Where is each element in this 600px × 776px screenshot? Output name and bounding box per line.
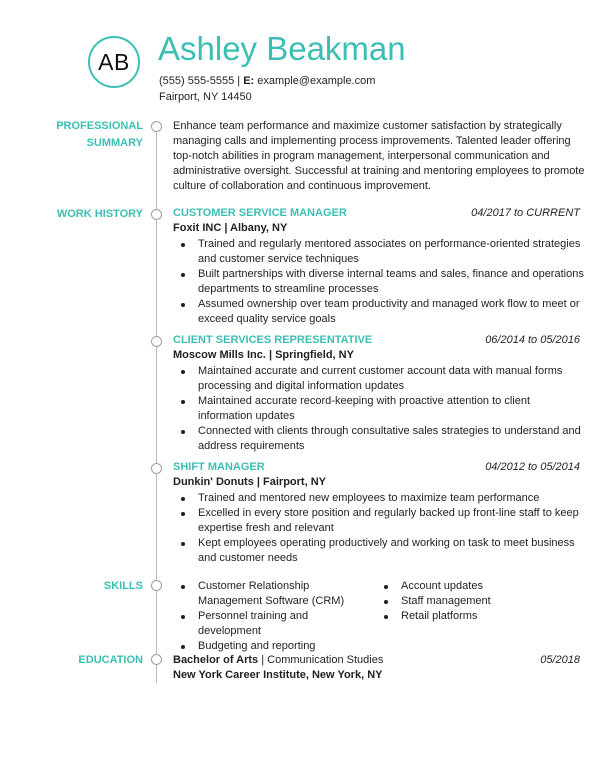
job-title: CLIENT SERVICES REPRESENTATIVE: [173, 334, 373, 346]
timeline-node: [151, 463, 162, 474]
timeline-node: [151, 121, 162, 132]
email: example@example.com: [257, 75, 376, 87]
section-label-work-history: WORK HISTORY: [56, 208, 143, 220]
timeline-node: [151, 580, 162, 591]
monogram-initials: AB: [98, 48, 130, 75]
phone: (555) 555-5555: [159, 75, 235, 87]
timeline-node: [151, 336, 162, 347]
list-item: Connected with clients through consultative sales strategies to understand and address requirements: [173, 424, 585, 454]
education-degree-line: Bachelor of Arts | Communication Studies: [173, 654, 384, 666]
monogram-badge: [88, 36, 140, 88]
list-item: Staff management: [376, 594, 576, 609]
email-label: E:: [243, 75, 255, 87]
job-dates: 04/2017 to CURRENT: [471, 207, 580, 219]
job-dates: 04/2012 to 05/2014: [485, 461, 580, 473]
timeline-node: [151, 209, 162, 220]
summary-text: Enhance team performance and maximize customer satisfaction by strategically managing calls and implementing process improvements. Talented leader offering top-notch abilities in program management, interpersonal communication and administrative oversight. Successful at training and mentoring employees to promote culture of collaboration and continuous improvement.: [173, 120, 585, 192]
list-item: Trained and regularly mentored associates on performance-oriented strategies and customer service techniques: [173, 237, 585, 267]
list-item: Retail platforms: [376, 609, 576, 624]
job-dates: 06/2014 to 05/2016: [485, 334, 580, 346]
job-company: Foxit INC | Albany, NY: [173, 222, 288, 234]
job-title: SHIFT MANAGER: [173, 461, 265, 473]
list-item: Personnel training and development: [173, 609, 363, 639]
list-item: Trained and mentored new employees to maximize team performance: [173, 491, 585, 506]
list-item: Excelled in every store position and regularly backed up front-line staff to keep expertise fresh and relevant: [173, 506, 585, 536]
list-item: Account updates: [376, 579, 576, 594]
location: Fairport, NY 14450: [159, 91, 252, 103]
timeline-node: [151, 654, 162, 665]
job-company: Moscow Mills Inc. | Springfield, NY: [173, 349, 354, 361]
list-item: Assumed ownership over team productivity and managed work flow to meet or exceed quality service goals: [173, 297, 585, 327]
section-label-skills: SKILLS: [103, 580, 143, 592]
job-bullets: [173, 491, 585, 566]
section-label-summary: PROFESSIONAL SUMMARY: [56, 120, 143, 149]
skills-list-left: [173, 579, 363, 654]
section-label-education: EDUCATION: [78, 654, 143, 666]
job-title: CUSTOMER SERVICE MANAGER: [173, 207, 347, 219]
job-bullets: [173, 237, 585, 327]
job-bullets: [173, 364, 585, 454]
list-item: Customer Relationship Management Software (CRM): [173, 579, 363, 609]
education-degree: Bachelor of Arts: [173, 654, 259, 666]
list-item: Maintained accurate record-keeping with proactive attention to client information updates: [173, 394, 585, 424]
list-item: Budgeting and reporting: [173, 639, 363, 654]
list-item: Kept employees operating productively and working on task to meet business and customer needs: [173, 536, 585, 566]
education-field: Communication Studies: [267, 654, 384, 666]
education-date: 05/2018: [540, 654, 580, 666]
job-company: Dunkin' Donuts | Fairport, NY: [173, 476, 326, 488]
list-item: Maintained accurate and current customer account data with manual forms processing and digital information updates: [173, 364, 585, 394]
list-item: Built partnerships with diverse internal teams and sales, finance and operations departments to streamline processes: [173, 267, 585, 297]
candidate-name: Ashley Beakman: [158, 30, 406, 67]
education-school: New York Career Institute, New York, NY: [173, 669, 383, 681]
skills-list-right: [376, 579, 576, 624]
contact-line: (555) 555-5555 | E: example@example.com: [159, 75, 376, 87]
